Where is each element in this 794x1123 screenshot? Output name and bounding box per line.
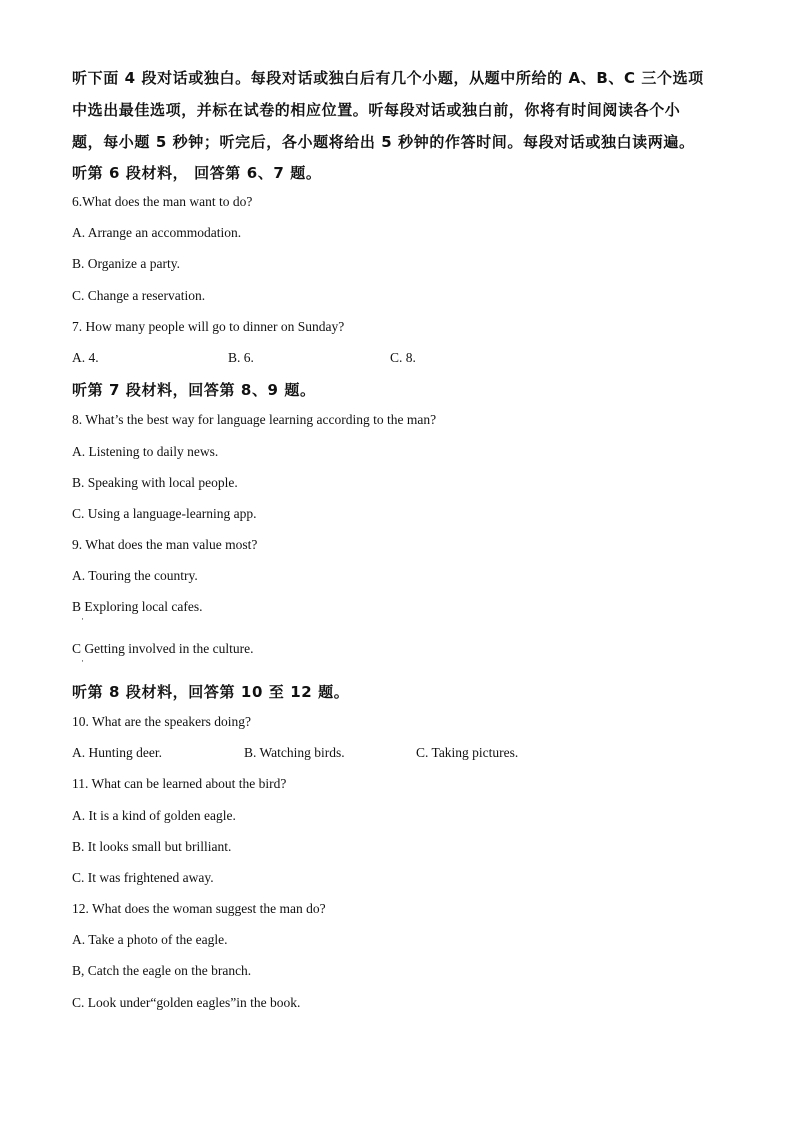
question-10-option-b: B. Watching birds.: [244, 745, 345, 760]
instructions-line-3: 题，每小题 5 秒钟；听完后，各小题将给出 5 秒钟的作答时间。每段对话或独白读两遍。: [72, 133, 695, 151]
question-12-option-a: A. Take a photo of the eagle.: [72, 932, 228, 947]
question-6-stem: 6.What does the man want to do?: [72, 194, 253, 209]
question-11-option-b: B. It looks small but brilliant.: [72, 839, 232, 854]
question-11-stem: 11. What can be learned about the bird?: [72, 776, 287, 791]
question-7-stem: 7. How many people will go to dinner on Sunday?: [72, 319, 345, 334]
question-9-option-b: B Exploring local cafes.: [72, 599, 203, 614]
stray-dot-mark: ·: [81, 656, 84, 666]
instructions-line-1: 听下面 4 段对话或独白。每段对话或独白后有几个小题，从题中所给的 A、B、C 三个选项: [72, 69, 704, 87]
question-10-option-a: A. Hunting deer.: [72, 745, 162, 760]
question-10-option-c: C. Taking pictures.: [416, 745, 519, 760]
section-heading-6: 听第 6 段材料， 回答第 6、7 题。: [72, 164, 322, 182]
question-12-option-c: C. Look under“golden eagles”in the book.: [72, 995, 301, 1010]
question-6-option-b: B. Organize a party.: [72, 256, 180, 271]
question-11-option-c: C. It was frightened away.: [72, 870, 214, 885]
question-9-option-a: A. Touring the country.: [72, 568, 198, 583]
section-heading-8: 听第 8 段材料，回答第 10 至 12 题。: [72, 683, 350, 701]
section-heading-7: 听第 7 段材料，回答第 8、9 题。: [72, 381, 316, 399]
question-8-option-b: B. Speaking with local people.: [72, 475, 238, 490]
question-7-option-b: B. 6.: [228, 350, 254, 365]
question-7-option-c: C. 8.: [390, 350, 416, 365]
question-8-option-a: A. Listening to daily news.: [72, 444, 219, 459]
question-7-option-a: A. 4.: [72, 350, 99, 365]
question-8-stem: 8. What’s the best way for language learning according to the man?: [72, 412, 437, 427]
question-12-option-b: B, Catch the eagle on the branch.: [72, 963, 252, 978]
question-12-stem: 12. What does the woman suggest the man do?: [72, 901, 326, 916]
question-6-option-a: A. Arrange an accommodation.: [72, 225, 242, 240]
question-9-stem: 9. What does the man value most?: [72, 537, 258, 552]
instructions-line-2: 中选出最佳选项，并标在试卷的相应位置。听每段对话或独白前，你将有时间阅读各个小: [72, 101, 681, 119]
question-10-stem: 10. What are the speakers doing?: [72, 714, 251, 729]
question-6-option-c: C. Change a reservation.: [72, 288, 206, 303]
question-11-option-a: A. It is a kind of golden eagle.: [72, 808, 236, 823]
question-9-option-c: C Getting involved in the culture.: [72, 641, 254, 656]
stray-dot-mark: ·: [81, 614, 84, 624]
question-8-option-c: C. Using a language-learning app.: [72, 506, 257, 521]
